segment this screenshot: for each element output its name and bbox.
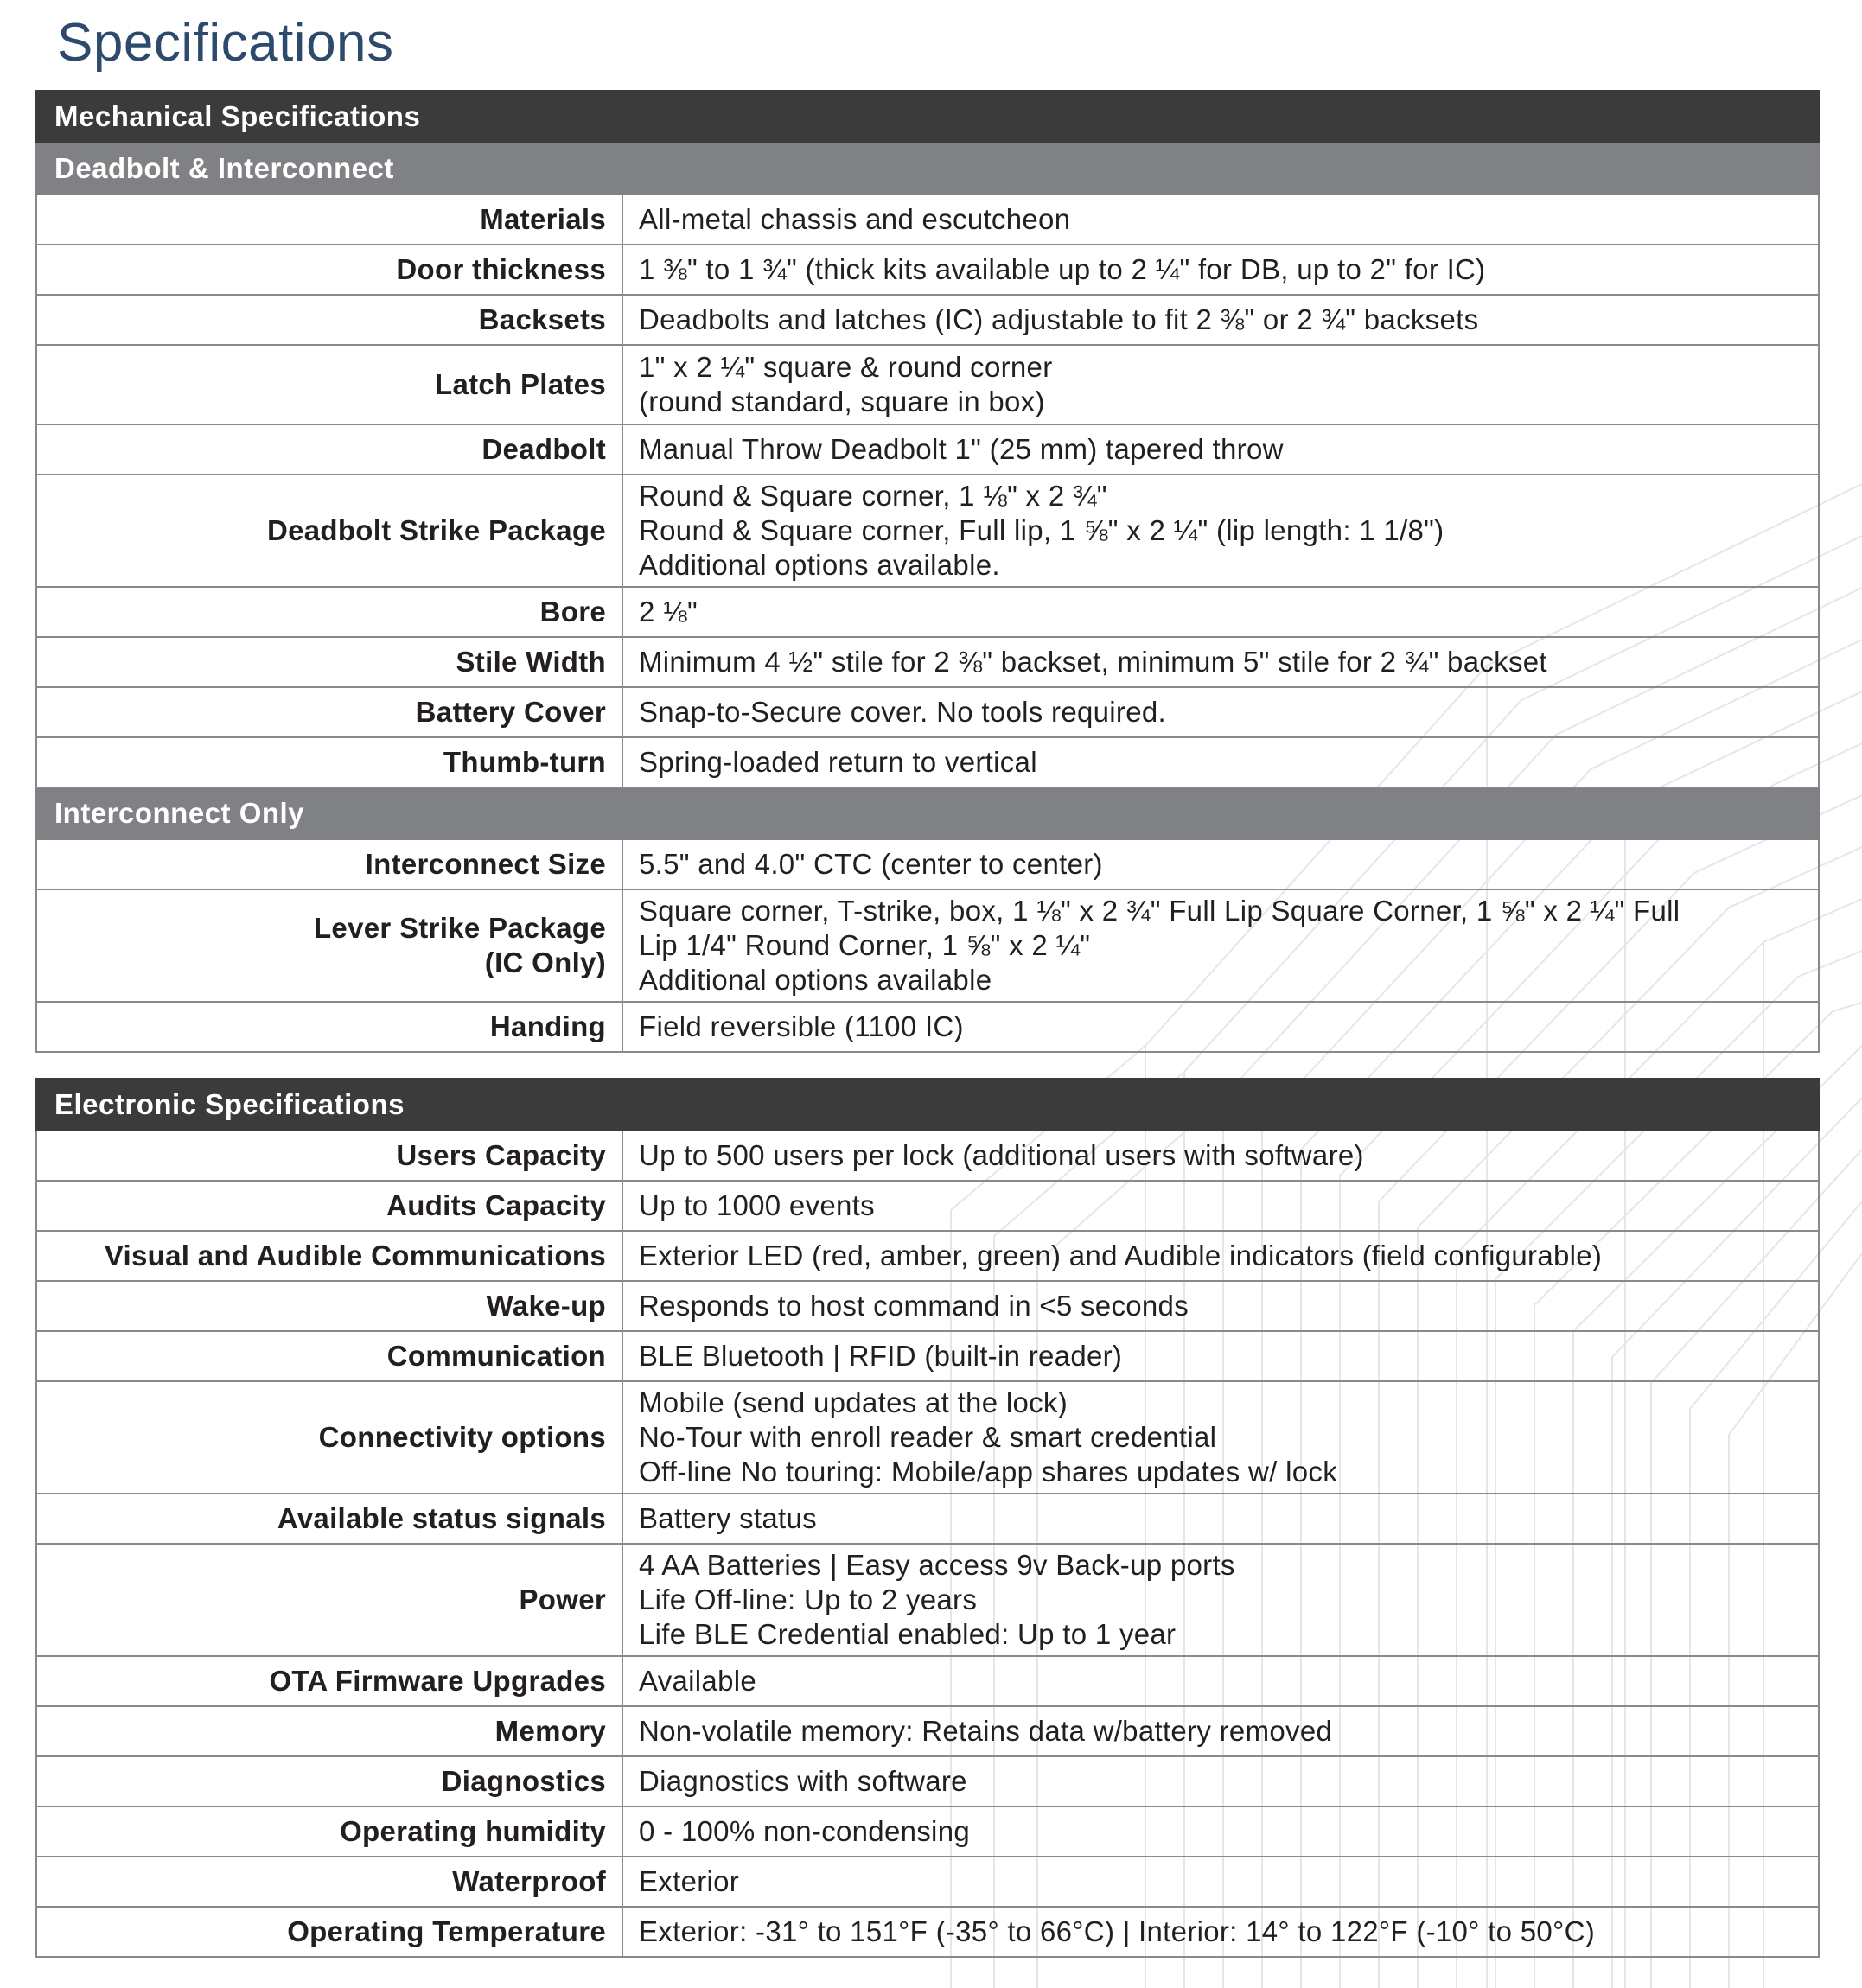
spec-label (36, 1494, 622, 1544)
spec-value (622, 1806, 1819, 1857)
spec-value-line: Round & Square corner, Full lip, 1 ⅝" x 2 ¼" (lip length: 1 1/8") (639, 514, 1444, 546)
spec-label (36, 1331, 622, 1381)
spec-value-line: Available (639, 1665, 757, 1697)
spec-label (36, 1544, 622, 1656)
spec-label-line: Battery Cover (415, 696, 606, 728)
spec-value-line: Minimum 4 ½" stile for 2 ⅜" backset, minimum 5" stile for 2 ¾" backset (639, 646, 1547, 678)
spec-value (622, 1907, 1819, 1957)
spec-row (36, 889, 1819, 1002)
spec-label (36, 194, 622, 245)
spec-label (36, 245, 622, 295)
spec-label-line: Thumb-turn (443, 746, 606, 778)
spec-label-line: Latch Plates (434, 368, 606, 400)
spec-value-line: Spring-loaded return to vertical (639, 746, 1037, 778)
spec-row (36, 345, 1819, 424)
spec-row (36, 424, 1819, 475)
spec-label-line: Waterproof (452, 1865, 606, 1897)
spec-value (622, 1002, 1819, 1052)
spec-value-line: Life BLE Credential enabled: Up to 1 year (639, 1618, 1177, 1650)
spec-row (36, 1281, 1819, 1331)
spec-label (36, 1706, 622, 1756)
spec-label-line: Interconnect Size (365, 848, 606, 880)
spec-row (36, 1494, 1819, 1544)
spec-label (36, 839, 622, 889)
spec-label-line: Deadbolt Strike Package (266, 514, 606, 546)
electronic-specifications-header-title: Electronic Specifications (36, 1079, 1819, 1131)
spec-value (622, 424, 1819, 475)
group-header (36, 143, 1819, 194)
spec-value (622, 1494, 1819, 1544)
spec-value (622, 587, 1819, 637)
spec-row (36, 1331, 1819, 1381)
electronic-specifications-header (36, 1079, 1819, 1131)
spec-value-line: Exterior: -31° to 151°F (-35° to 66°C) | Interior: 14° to 122°F (-10° to 50°C) (639, 1915, 1595, 1947)
group-header-title: Deadbolt & Interconnect (36, 143, 1819, 194)
spec-label (36, 475, 622, 587)
spec-value-line: Battery status (639, 1502, 817, 1534)
spec-label-line: Power (519, 1583, 606, 1615)
spec-value-line: Manual Throw Deadbolt 1" (25 mm) tapered throw (639, 433, 1284, 465)
spec-label (36, 1756, 622, 1806)
spec-row (36, 1181, 1819, 1231)
spec-value (622, 1131, 1819, 1181)
spec-label-line: Backsets (478, 303, 606, 335)
spec-value-line: 4 AA Batteries | Easy access 9v Back-up ports (639, 1549, 1235, 1581)
spec-value (622, 839, 1819, 889)
spec-label-line: Visual and Audible Communications (104, 1239, 606, 1271)
spec-row (36, 1857, 1819, 1907)
spec-label (36, 345, 622, 424)
spec-value-line: (round standard, square in box) (639, 385, 1045, 417)
spec-value (622, 687, 1819, 737)
spec-value-line: Responds to host command in <5 seconds (639, 1290, 1189, 1322)
spec-value-line: Field reversible (1100 IC) (639, 1010, 964, 1042)
spec-label (36, 1806, 622, 1857)
spec-value (622, 1706, 1819, 1756)
spec-label-line: Operating Temperature (287, 1915, 606, 1947)
spec-value (622, 1231, 1819, 1281)
spec-value (622, 475, 1819, 587)
spec-value (622, 1381, 1819, 1494)
spec-label (36, 1131, 622, 1181)
spec-row (36, 1806, 1819, 1857)
spec-label (36, 295, 622, 345)
spec-value (622, 1656, 1819, 1706)
spec-row (36, 1544, 1819, 1656)
spec-value (622, 1756, 1819, 1806)
spec-value-line: Up to 500 users per lock (additional users with software) (639, 1139, 1364, 1171)
spec-row (36, 295, 1819, 345)
spec-value-line: Life Off-line: Up to 2 years (639, 1583, 978, 1615)
group-header (36, 787, 1819, 839)
spec-value-line: BLE Bluetooth | RFID (built-in reader) (639, 1340, 1123, 1372)
spec-label-line: Communication (386, 1340, 606, 1372)
spec-label-line: Deadbolt (481, 433, 606, 465)
spec-value-line: 1 ⅜" to 1 ¾" (thick kits available up to 2 ¼" for DB, up to 2" for IC) (639, 253, 1486, 285)
spec-value-line: Snap-to-Secure cover. No tools required. (639, 696, 1166, 728)
spec-label (36, 1181, 622, 1231)
spec-value-line: Additional options available. (639, 549, 1000, 581)
spec-label-line: Handing (489, 1010, 606, 1042)
spec-value-line: Mobile (send updates at the lock) (639, 1386, 1068, 1418)
spec-row (36, 1002, 1819, 1052)
spec-value-line: 1" x 2 ¼" square & round corner (639, 351, 1053, 383)
spec-value (622, 889, 1819, 1002)
spec-value-line: Diagnostics with software (639, 1765, 967, 1797)
spec-label (36, 1002, 622, 1052)
spec-row (36, 1231, 1819, 1281)
spec-label (36, 1907, 622, 1957)
spec-value-line: Up to 1000 events (639, 1189, 875, 1221)
spec-value-line: 5.5" and 4.0" CTC (center to center) (639, 848, 1103, 880)
spec-row (36, 839, 1819, 889)
spec-value (622, 1544, 1819, 1656)
spec-value (622, 1281, 1819, 1331)
spec-row (36, 194, 1819, 245)
spec-value (622, 637, 1819, 687)
spec-value-line: Round & Square corner, 1 ⅛" x 2 ¾" (639, 480, 1107, 512)
spec-label (36, 587, 622, 637)
spec-label-line: Audits Capacity (386, 1189, 606, 1221)
spec-value (622, 1331, 1819, 1381)
spec-label-line: OTA Firmware Upgrades (269, 1665, 606, 1697)
spec-value (622, 194, 1819, 245)
spec-row (36, 1756, 1819, 1806)
spec-value (622, 1181, 1819, 1231)
spec-row (36, 1907, 1819, 1957)
mechanical-specifications-header (36, 91, 1819, 143)
spec-value-line: Exterior LED (red, amber, green) and Audible indicators (field configurable) (639, 1239, 1603, 1271)
spec-row (36, 245, 1819, 295)
spec-label (36, 637, 622, 687)
spec-label-line: Diagnostics (441, 1765, 606, 1797)
spec-value (622, 345, 1819, 424)
electronic-specifications-body (36, 1079, 1819, 1957)
spec-row (36, 1706, 1819, 1756)
spec-value-line: Exterior (639, 1865, 740, 1897)
spec-label (36, 737, 622, 787)
spec-row (36, 1381, 1819, 1494)
spec-row (36, 637, 1819, 687)
spec-value (622, 1857, 1819, 1907)
mechanical-specifications-table (35, 90, 1820, 1053)
spec-value (622, 737, 1819, 787)
spec-label-line: Stile Width (456, 646, 606, 678)
spec-label (36, 1381, 622, 1494)
spec-label (36, 1656, 622, 1706)
spec-label-line: Door thickness (396, 253, 606, 285)
spec-row (36, 687, 1819, 737)
mechanical-specifications-body (36, 91, 1819, 1052)
spec-label-line: Available status signals (277, 1502, 606, 1534)
spec-row (36, 737, 1819, 787)
spec-value-line: 2 ⅛" (639, 596, 698, 628)
spec-value-line: Lip 1/4" Round Corner, 1 ⅝" x 2 ¼" (639, 929, 1091, 961)
page-title: Specifications (57, 13, 394, 73)
spec-label (36, 424, 622, 475)
spec-row (36, 1131, 1819, 1181)
spec-label (36, 687, 622, 737)
spec-value-line: Additional options available (639, 964, 992, 996)
spec-value-line: Deadbolts and latches (IC) adjustable to fit 2 ⅜" or 2 ¾" backsets (639, 303, 1479, 335)
spec-row (36, 1656, 1819, 1706)
spec-value-line: 0 - 100% non-condensing (639, 1815, 970, 1847)
spec-value-line: No-Tour with enroll reader & smart credential (639, 1421, 1217, 1453)
spec-row (36, 587, 1819, 637)
spec-value-line: All-metal chassis and escutcheon (639, 203, 1071, 235)
spec-label-line: Materials (480, 203, 606, 235)
mechanical-specifications-header-title: Mechanical Specifications (36, 91, 1819, 143)
electronic-specifications-table (35, 1078, 1820, 1958)
spec-label-line: Wake-up (486, 1290, 606, 1322)
spec-row (36, 475, 1819, 587)
spec-label (36, 1281, 622, 1331)
spec-label-line: Bore (539, 596, 606, 628)
spec-label-line: (IC Only) (484, 946, 606, 978)
spec-label-line: Connectivity options (318, 1421, 606, 1453)
spec-label-line: Users Capacity (396, 1139, 606, 1171)
spec-label (36, 1231, 622, 1281)
spec-value-line: Non-volatile memory: Retains data w/battery removed (639, 1715, 1333, 1747)
spec-label (36, 889, 622, 1002)
spec-label-line: Memory (494, 1715, 606, 1747)
spec-label-line: Lever Strike Package (313, 912, 606, 944)
spec-value (622, 245, 1819, 295)
spec-value-line: Square corner, T-strike, box, 1 ⅛" x 2 ¾" Full Lip Square Corner, 1 ⅝" x 2 ¼" Full (639, 895, 1680, 927)
group-header-title: Interconnect Only (36, 787, 1819, 839)
spec-value-line: Off-line No touring: Mobile/app shares updates w/ lock (639, 1456, 1338, 1488)
spec-label (36, 1857, 622, 1907)
spec-value (622, 295, 1819, 345)
spec-label-line: Operating humidity (340, 1815, 606, 1847)
